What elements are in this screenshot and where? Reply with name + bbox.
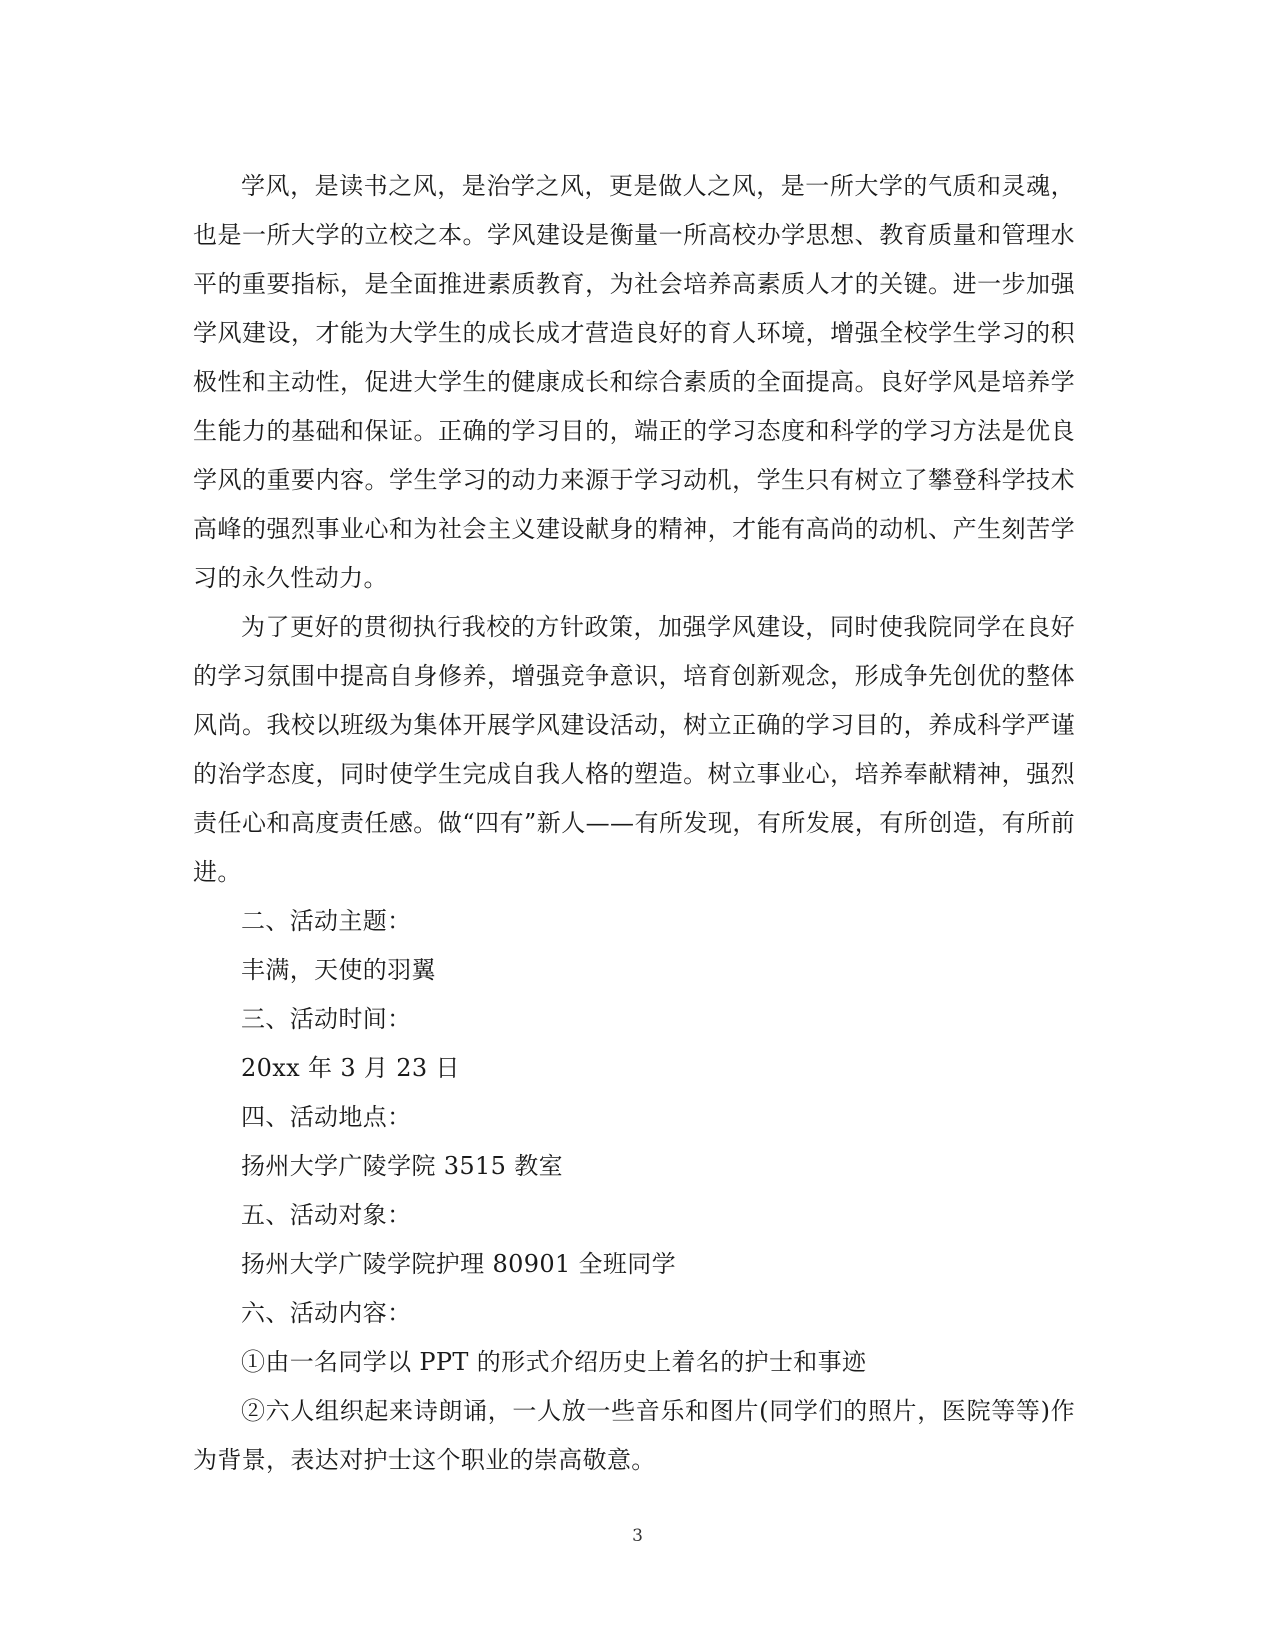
section-value-time: 20xx 年 3 月 23 日	[241, 1054, 460, 1082]
section-heading-location: 四、活动地点：	[241, 1103, 412, 1131]
section-heading-content: 六、活动内容：	[241, 1299, 412, 1327]
section-heading-audience: 五、活动对象：	[241, 1201, 412, 1229]
paragraph-purpose: 为了更好的贯彻执行我校的方针政策，加强学风建设，同时使我院同学在良好的学习氛围中提高自身修养，增强竞争意识，培育创新观念，形成争先创优的整体风尚。我校以班级为集体开展学风建设活动，树立正确的学习目的，养成科学严谨的治学态度，同时使学生完成自我人格的塑造。树立事业心，培养奉献精神，强烈责任心和高度责任感。做“四有”新人——有所发现，有所发展，有所创造，有所前进。	[193, 613, 1075, 886]
content-item-1: ①由一名同学以 PPT 的形式介绍历史上着名的护士和事迹	[241, 1348, 867, 1376]
content-item-2: ②六人组织起来诗朗诵，一人放一些音乐和图片(同学们的照片，医院等等)作为背景，表达对护士这个职业的崇高敬意。	[193, 1397, 1075, 1474]
section-value-location: 扬州大学广陵学院 3515 教室	[241, 1152, 563, 1180]
paragraph-study-style-intro: 学风，是读书之风，是治学之风，更是做人之风，是一所大学的气质和灵魂，也是一所大学的立校之本。学风建设是衡量一所高校办学思想、教育质量和管理水平的重要指标，是全面推进素质教育，为社会培养高素质人才的关键。进一步加强学风建设，才能为大学生的成长成才营造良好的育人环境，增强全校学生学习的积极性和主动性，促进大学生的健康成长和综合素质的全面提高。良好学风是培养学生能力的基础和保证。正确的学习目的，端正的学习态度和科学的学习方法是优良学风的重要内容。学生学习的动力来源于学习动机，学生只有树立了攀登科学技术高峰的强烈事业心和为社会主义建设献身的精神，才能有高尚的动机、产生刻苦学习的永久性动力。	[193, 172, 1075, 592]
section-value-theme: 丰满，天使的羽翼	[241, 956, 436, 984]
section-heading-time: 三、活动时间：	[241, 1005, 412, 1033]
document-body	[193, 162, 1075, 1485]
section-value-audience: 扬州大学广陵学院护理 80901 全班同学	[241, 1250, 676, 1278]
section-heading-theme: 二、活动主题：	[241, 907, 412, 935]
page-number: 3	[632, 1526, 643, 1546]
